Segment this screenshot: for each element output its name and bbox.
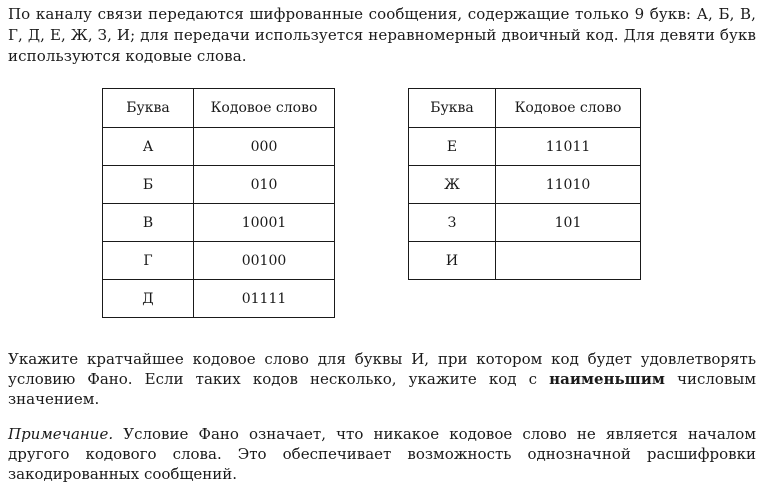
code-cell: 11011	[496, 128, 641, 166]
letter-cell: Б	[103, 166, 194, 204]
code-cell: 101	[496, 204, 641, 242]
table-row	[103, 166, 335, 204]
table-row	[409, 128, 641, 166]
letter-cell: З	[409, 204, 496, 242]
code-cell: 00100	[194, 242, 335, 280]
code-table-right	[408, 88, 641, 280]
code-cell: 01111	[194, 280, 335, 318]
header-letter: Буква	[103, 89, 194, 128]
letter-cell: И	[409, 242, 496, 280]
note-paragraph	[8, 424, 756, 484]
table-row	[103, 128, 335, 166]
table-row	[409, 242, 641, 280]
header-code: Кодовое слово	[194, 89, 335, 128]
table-row	[103, 204, 335, 242]
letter-cell: А	[103, 128, 194, 166]
letter-cell: Е	[409, 128, 496, 166]
table-row	[409, 204, 641, 242]
note-text: Условие Фано означает, что никакое кодовое слово не является началом другого кодового слова. Это обеспечивает возможность однозначной расшифровки закодированных сообщений.	[8, 425, 756, 483]
letter-cell: Д	[103, 280, 194, 318]
question-paragraph	[8, 349, 756, 409]
note-label: Примечание.	[8, 425, 114, 443]
table-row	[103, 280, 335, 318]
header-letter: Буква	[409, 89, 496, 128]
intro-paragraph: По каналу связи передаются шифрованные сообщения, содержащие только 9 букв: А, Б, В, Г, Д, Е, Ж, З, И; для передачи используется неравномерный двоичный код. Для девяти букв используются кодовые слова.	[8, 5, 756, 65]
header-code: Кодовое слово	[496, 89, 641, 128]
table-row	[103, 242, 335, 280]
code-cell: 000	[194, 128, 335, 166]
table-row	[409, 166, 641, 204]
letter-cell: Ж	[409, 166, 496, 204]
table-header-row	[103, 89, 335, 128]
code-table-left	[102, 88, 335, 318]
table-header-row	[409, 89, 641, 128]
question-text-end: числовым значением.	[8, 370, 756, 408]
question-text: Укажите кратчайшее кодовое слово для буквы И, при котором код будет удовлетворять условию Фано. Если таких кодов несколько, укажите код с	[8, 350, 756, 388]
code-cell: 010	[194, 166, 335, 204]
emphasis-text: наименьшим	[549, 370, 665, 388]
code-cell: 10001	[194, 204, 335, 242]
letter-cell: В	[103, 204, 194, 242]
empty-code-cell	[496, 242, 641, 280]
code-cell: 11010	[496, 166, 641, 204]
letter-cell: Г	[103, 242, 194, 280]
